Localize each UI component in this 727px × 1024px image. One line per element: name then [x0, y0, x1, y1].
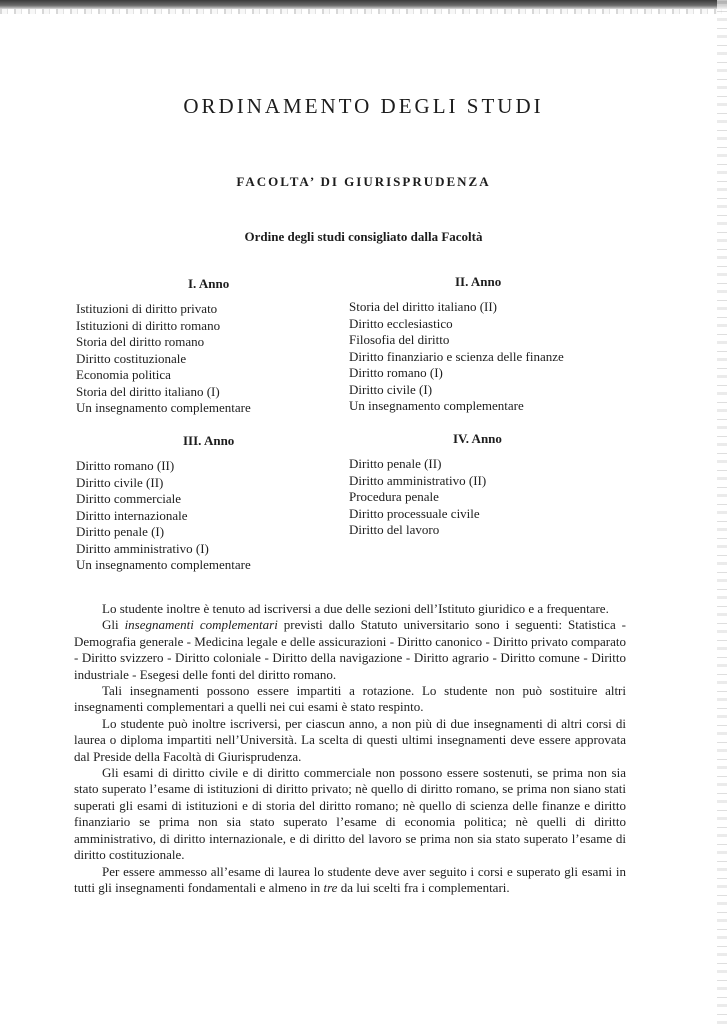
page-title: ORDINAMENTO DEGLI STUDI	[183, 94, 544, 118]
course-item: Un insegnamento complementare	[76, 557, 251, 572]
course-item: Filosofia del diritto	[349, 332, 450, 347]
note-paragraph-rotation: Tali insegnamenti possono essere impartiti a rotazione. Lo studente non può sostituire altri insegnamenti complementari a quelli nei cui esami è stato respinto.	[74, 683, 626, 715]
note-paragraph-complementary	[74, 617, 626, 683]
course-item: Diritto civile (I)	[349, 381, 433, 397]
course-item: Diritto amministrativo (II)	[349, 472, 487, 488]
course-item: Diritto romano (I)	[349, 365, 443, 380]
study-order-heading: Ordine degli studi consigliato dalla Facoltà	[244, 229, 483, 244]
course-item: Diritto costituzionale	[76, 350, 187, 366]
course-item: Diritto civile (II)	[76, 474, 164, 490]
note-text: Per essere ammesso all’esame di laurea lo studente deve aver seguito i corsi e superato gli esami in tutti gli insegnamenti fondamentali e almeno in	[74, 863, 626, 895]
scan-top-speckle	[0, 9, 727, 14]
year-4-course-list	[349, 456, 639, 539]
year-3-heading: III. Anno	[183, 433, 235, 448]
course-item: Storia del diritto romano	[76, 334, 205, 349]
course-item: Un insegnamento complementare	[349, 398, 524, 413]
year-1-section	[76, 276, 366, 417]
year-2-section	[349, 274, 639, 415]
note-paragraph-other-courses: Lo studente può inoltre iscriversi, per ciascun anno, a non più di due insegnamenti di altri corsi di laurea o diploma impartiti nell’Università. La scelta di questi ultimi insegnamenti deve essere approvata dal Preside della Facoltà di Giurisprudenza.	[74, 715, 626, 764]
course-item: Istituzioni di diritto privato	[76, 301, 218, 316]
year-3-course-list	[76, 458, 366, 574]
course-item: Diritto del lavoro	[349, 522, 440, 537]
course-item: Diritto internazionale	[76, 507, 188, 523]
year-4-heading: IV. Anno	[453, 431, 502, 446]
course-item: Procedura penale	[349, 489, 439, 504]
course-item: Diritto finanziario e scienza delle finanze	[349, 348, 564, 364]
course-item: Diritto processuale civile	[349, 505, 480, 521]
year-4-section	[349, 431, 639, 539]
year-2-course-list	[349, 299, 639, 415]
note-text: da lui scelti fra i complementari.	[337, 879, 510, 895]
course-item: Diritto romano (II)	[76, 458, 175, 473]
scan-right-edge	[717, 0, 727, 1024]
note-paragraph-sections: Lo studente inoltre è tenuto ad iscriversi a due delle sezioni dell’Istituto giuridico e a frequentare.	[102, 601, 609, 616]
year-1-course-list	[76, 301, 366, 417]
note-paragraph-prerequisites: Gli esami di diritto civile e di diritto commerciale non possono essere sostenuti, se prima non sia stato superato l’esame di istituzioni di diritto privato; nè quello di diritto romano, se prima non siano stati superati gli esami di istituzioni e di storia del diritto romano; nè quello di scienza delle finanze e diritto finanziario se prima non sia stato superato l’esame di economia politica; nè quelli di diritto amministrativo, di diritto internazionale, e di diritto del lavoro se prima non sia stato superato l’esame di diritto costituzionale.	[74, 765, 626, 863]
course-item: Istituzioni di diritto romano	[76, 317, 221, 333]
course-item: Diritto penale (I)	[76, 524, 165, 539]
course-item: Diritto commerciale	[76, 491, 182, 506]
scan-top-edge	[0, 0, 727, 9]
note-text: Gli	[102, 617, 125, 633]
course-item: Storia del diritto italiano (II)	[349, 299, 498, 314]
faculty-title: FACOLTA’ DI GIURISPRUDENZA	[236, 174, 491, 189]
note-italic-term: insegnamenti complementari	[124, 617, 278, 633]
regulations-notes	[74, 601, 626, 896]
note-italic-term: tre	[323, 879, 338, 895]
course-item: Un insegnamento complementare	[76, 400, 251, 415]
year-2-heading: II. Anno	[455, 274, 502, 289]
year-3-section	[76, 433, 366, 574]
note-text: previsti dallo Statuto universitario sono i seguenti: Statistica - Demografia generale - Medicina legale e delle assicurazioni - Diritto canonico - Diritto privato comparato - Diritto svizzero - Diritto coloniale - Diritto della navigazione - Diritto agrario - Diritto comune - Diritto industriale - Esegesi delle fonti del diritto romano.	[74, 617, 626, 682]
course-item: Diritto amministrativo (I)	[76, 540, 209, 556]
course-item: Diritto ecclesiastico	[349, 315, 453, 331]
course-item: Diritto penale (II)	[349, 456, 442, 471]
course-item: Storia del diritto italiano (I)	[76, 383, 220, 399]
year-1-heading: I. Anno	[188, 276, 230, 291]
note-paragraph-graduation	[74, 864, 626, 897]
course-item: Economia politica	[76, 367, 171, 382]
